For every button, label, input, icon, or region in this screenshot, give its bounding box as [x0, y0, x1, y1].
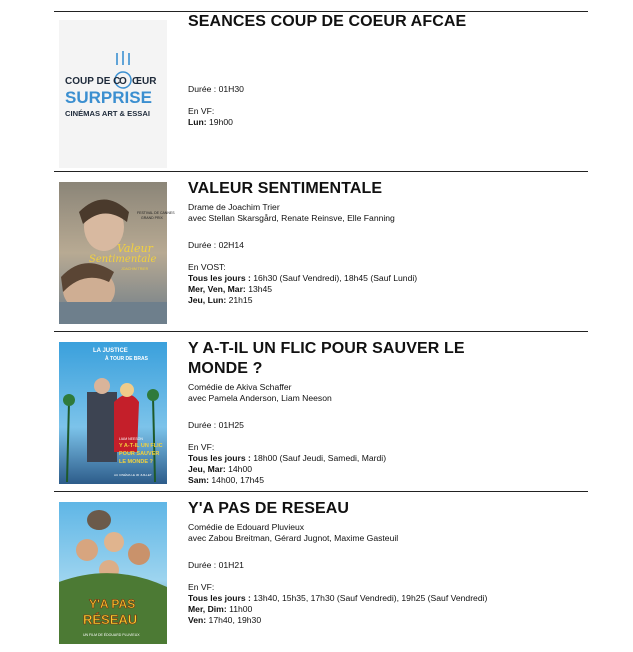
showtime-row — [188, 615, 588, 626]
showtime-row — [188, 273, 588, 284]
film-cast: avec Zabou Breitman, Gérard Jugnot, Maxime Gasteuil — [188, 533, 399, 543]
poster-title-1: Y'A PAS — [89, 597, 136, 611]
film-title: Y A-T-IL UN FLIC POUR SAUVER LE MONDE ? — [188, 340, 465, 377]
showtime-row — [188, 117, 588, 128]
poster-credit: JOACHIM TRIER — [121, 267, 149, 271]
poster-credit: UN FILM DE ÉDOUARD PLUVIEUX — [83, 633, 140, 637]
separator-rule — [54, 491, 588, 492]
afcae-logo — [59, 20, 167, 168]
showtime-times: 21h15 — [228, 295, 253, 305]
showtime-days: Tous les jours : — [188, 453, 251, 463]
film-genre: Drame de Joachim Trier — [188, 202, 280, 212]
poster-award-text: GRAND PRIX — [141, 216, 163, 220]
film-duration: Durée : 02H14 — [188, 240, 244, 250]
film-version: En VF: — [188, 582, 215, 592]
showtime-row — [188, 295, 588, 306]
showtime-row — [188, 604, 588, 615]
poster-tagline-1: LA JUSTICE — [93, 348, 128, 354]
showtime-row — [188, 593, 588, 604]
showtime-times: 13h45 — [248, 284, 273, 294]
showtime-days: Tous les jours : — [188, 273, 251, 283]
showtime-times: 11h00 — [229, 604, 253, 614]
film-version: En VF: — [188, 106, 215, 116]
poster-title-2: POUR SAUVER — [119, 451, 160, 457]
separator-rule — [54, 171, 588, 172]
poster-script-title-2: Sentimentale — [89, 254, 157, 265]
poster-flic — [59, 342, 167, 484]
film-version: En VOST: — [188, 262, 226, 272]
showtime-row — [188, 475, 588, 486]
poster-title-1: Y A-T-IL UN FLIC — [119, 443, 163, 449]
showtime-times: 17h40, 19h30 — [208, 615, 262, 625]
film-duration: Durée : 01H25 — [188, 420, 244, 430]
poster-valeur-sentimentale — [59, 182, 175, 324]
film-genre: Comédie de Edouard Pluvieux — [188, 522, 305, 532]
film-duration: Durée : 01H30 — [188, 84, 244, 94]
showtime-times: 14h00, 17h45 — [211, 475, 264, 485]
logo-heart-letter: O — [119, 76, 127, 87]
logo-line-3: CINÉMAS ART & ESSAI — [65, 109, 150, 118]
showtime-days: Mer, Dim: — [188, 604, 227, 614]
poster-actor: LIAM NEESON — [119, 437, 143, 441]
showtime-times: 19h00 — [209, 117, 233, 127]
showtime-times: 18h00 (Sauf Jeudi, Samedi, Mardi) — [253, 453, 387, 463]
showtime-row — [188, 464, 588, 475]
poster-release: AU CINÉMA LE 30 JUILLET — [114, 473, 152, 477]
poster-ya-pas-de-reseau — [59, 502, 167, 644]
logo-surprise: SURPRISE — [65, 88, 152, 107]
poster-title-3: LE MONDE ? — [119, 459, 153, 465]
poster-title-2: RÉSEAU — [83, 612, 138, 627]
showtime-times: 16h30 (Sauf Vendredi), 18h45 (Sauf Lundi) — [253, 273, 418, 283]
film-title: VALEUR SENTIMENTALE — [188, 180, 383, 197]
showtime-row — [188, 284, 588, 295]
poster-script-title: Valeur — [117, 242, 153, 255]
poster-tagline-2: À TOUR DE BRAS — [105, 356, 148, 362]
showtime-times: 14h00 — [228, 464, 253, 474]
showtime-days: Jeu, Mar: — [188, 464, 226, 474]
film-version: En VF: — [188, 442, 215, 452]
film-cast: avec Stellan Skarsgård, Renate Reinsve, Elle Fanning — [188, 213, 395, 223]
film-cast: avec Pamela Anderson, Liam Neeson — [188, 393, 332, 403]
showtime-days: Jeu, Lun: — [188, 295, 227, 305]
film-title: SEANCES COUP DE COEUR AFCAE — [188, 13, 467, 30]
separator-rule — [54, 331, 588, 332]
showtime-days: Lun: — [188, 117, 207, 127]
showtime-days: Mer, Ven, Mar: — [188, 284, 246, 294]
showtime-times: 13h40, 15h35, 17h30 (Sauf Vendredi), 19h25 (Sauf Vendredi) — [253, 593, 488, 603]
showtime-days: Tous les jours : — [188, 593, 251, 603]
showtime-days: Sam: — [188, 475, 210, 485]
film-genre: Comédie de Akiva Schaffer — [188, 382, 292, 392]
film-duration: Durée : 01H21 — [188, 560, 244, 570]
showtime-row — [188, 453, 588, 464]
showtime-days: Ven: — [188, 615, 207, 625]
logo-line-1: COUP DE C — [65, 76, 121, 87]
film-title: Y'A PAS DE RESEAU — [188, 500, 350, 517]
logo-line-1b: ŒUR — [132, 76, 157, 87]
poster-festival-text: FESTIVAL DE CANNES — [137, 211, 175, 215]
